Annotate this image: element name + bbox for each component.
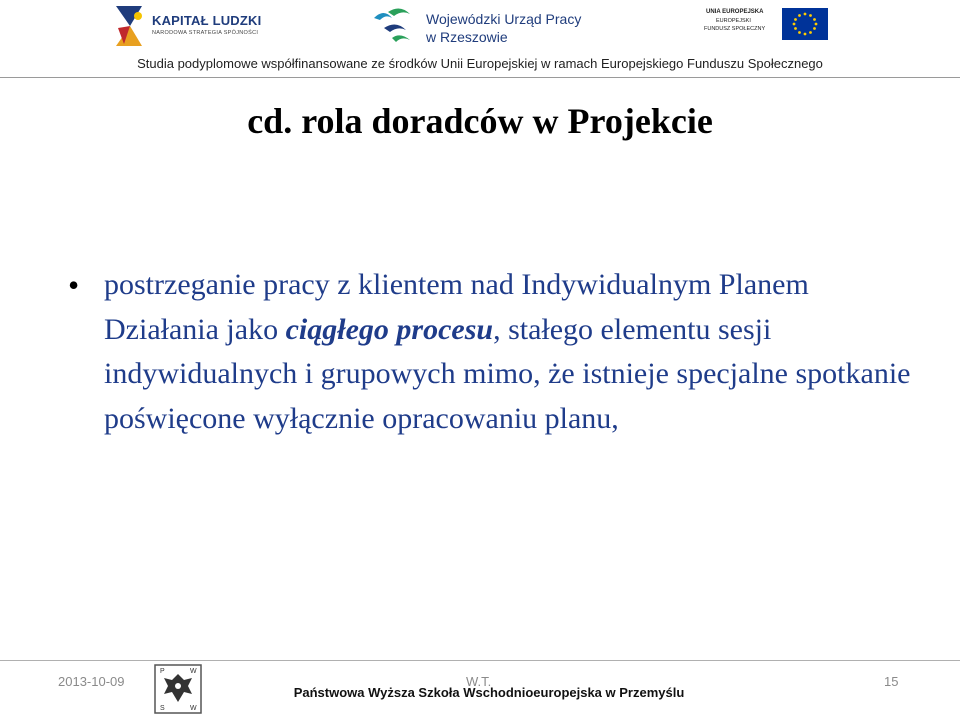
header-divider [0,77,960,78]
bullet-text-part2: , stałego elementu sesji indywidualnych i grupowych mimo, że istnieje specjalne spotkanie poświęcone wyłącznie opracowaniu planu, [104,312,911,435]
footer-author: W.T. [466,674,492,689]
slide-title: cd. rola doradców w Projekcie [247,101,713,141]
header-tagline: Studia podyplomowe współfinansowane ze środków Unii Europejskiej w ramach Europejskiego Funduszu Społecznego [137,56,823,71]
footer-divider [0,660,960,661]
bullet-text-part1: postrzeganie pracy z klientem nad Indywidualnym Planem Działania jako [104,268,809,346]
wup-name-line2: w Rzeszowie [426,29,508,45]
pwsw-letter-s: S [160,705,165,712]
bullet-text-emphasis: ciągłego procesu [285,312,494,346]
footer-school-name: Państwowa Wyższa Szkoła Wschodnioeuropejska w Przemyślu [293,685,685,700]
eu-text-line1: UNIA EUROPEJSKA [706,9,764,15]
bullet-text [104,263,924,441]
eu-text-line2: EUROPEJSKI [716,18,751,24]
kapital-ludzki-logo [112,4,312,48]
bullet-dot-icon: • [68,267,80,303]
wup-name-line1: Wojewódzki Urząd Pracy [426,11,582,27]
kapital-ludzki-name: KAPITAŁ LUDZKI [152,13,262,28]
footer-date: 2013-10-09 [58,674,125,689]
pwsw-letter-w2: W [190,705,197,712]
eu-flag-icon [782,8,828,40]
kapital-ludzki-emblem-icon [112,4,148,48]
eu-logo [700,6,830,44]
slide-header [0,0,960,80]
wup-rzeszow-logo [370,4,590,48]
pwsw-letter-p: P [160,668,165,675]
wup-birds-icon [370,4,418,48]
eu-text-line3: FUNDUSZ SPOŁECZNY [704,26,766,32]
kapital-ludzki-subtitle: NARODOWA STRATEGIA SPÓJNOŚCI [152,30,259,36]
pwsw-letter-w1: W [190,668,197,675]
footer-page-number: 15 [884,674,899,689]
